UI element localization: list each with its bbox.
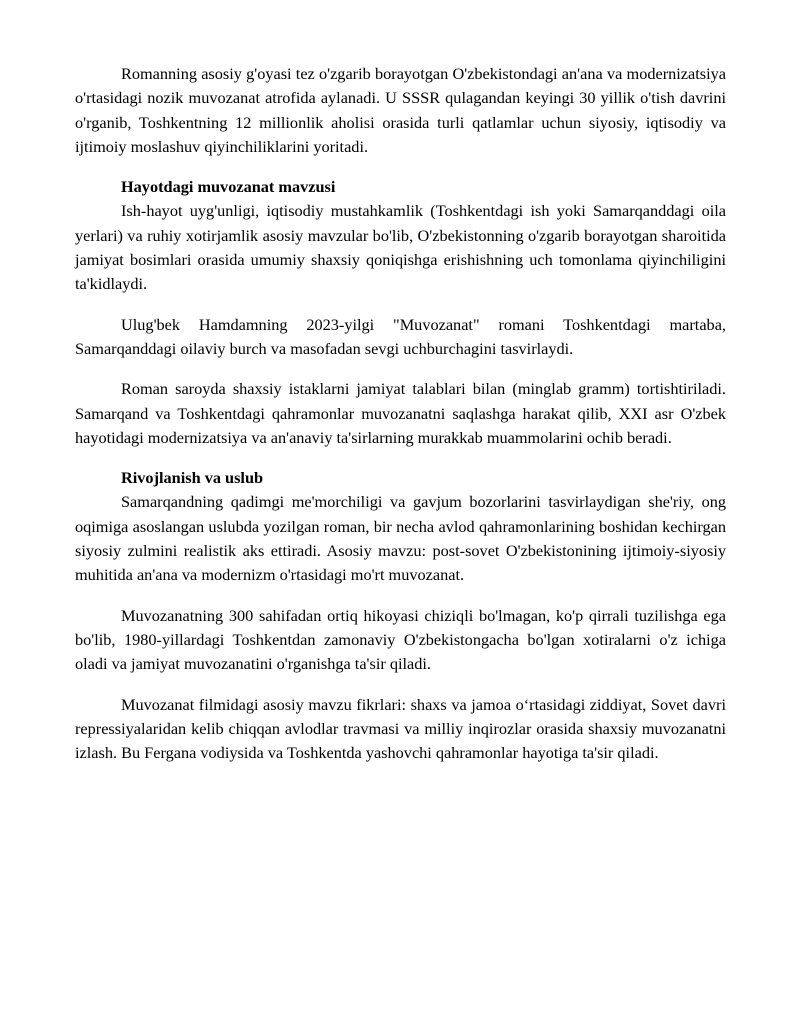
section-heading-development-style: Rivojlanish va uslub <box>121 468 264 488</box>
section-heading-balance-theme: Hayotdagi muvozanat mavzusi <box>121 177 336 197</box>
paragraph-style: Samarqandning qadimgi me'morchiligi va gavjum bozorlarini tasvirlaydigan she'riy, ong oqimiga asoslangan uslubda yozilgan roman, bir necha avlod qahramonlarining boshidan kechirgan siyosiy zulmini realistik aks ettiradi. Asosiy mavzu: post-sovet O'zbekistonining ijtimoiy-siyosiy muhitida an'ana va modernizm o'rtasidagi mo'rt muvozanat. <box>75 492 726 585</box>
paragraph-intro: Romanning asosiy g'oyasi tez o'zgarib borayotgan O'zbekistondagi an'ana va modernizatsiya o'rtasidagi nozik muvozanat atrofida aylanadi. U SSSR qulagandan keyingi 30 yillik o'tish davrini o'rganib, Toshkentning 12 millionlik aholisi orasida turli qatlamlar uchun siyosiy, iqtisodiy va ijtimoiy moslashuv qiyinchiliklarini yoritadi. <box>75 64 726 156</box>
paragraph-balance-themes: Ish-hayot uyg'unligi, iqtisodiy mustahkamlik (Toshkentdagi ish yoki Samarqanddagi oila yerlari) va ruhiy xotirjamlik asosiy mavzular bo'lib, O'zbekistonning o'zgarib borayotgan sharoitida jamiyat bosimlari orasida umumiy shaxsiy qoniqishga erishishning uch tomonlama qiyinchiligini ta'kidlaydi. <box>75 201 726 294</box>
paragraph-novel-summary: Ulug'bek Hamdamning 2023-yilgi "Muvozanat" romani Toshkentdagi martaba, Samarqanddagi oilaviy burch va masofadan sevgi uchburchagini tasvirlaydi. <box>75 314 726 358</box>
paragraph-film-themes: Muvozanat filmidagi asosiy mavzu fikrlari: shaxs va jamoa o‘rtasidagi ziddiyat, Sovet davri repressiyalaridan kelib chiqqan avlodlar travmasi va milliy inqirozlar orasida shaxsiy muvozanatni izlash. Bu Fergana vodiysida va Toshkentda yashovchi qahramonlar hayotiga ta'sir qiladi. <box>75 694 726 763</box>
document-body <box>75 62 726 765</box>
paragraph-characters: Roman saroyda shaxsiy istaklarni jamiyat talablari bilan (minglab gramm) tortishtiriladi. Samarqand va Toshkentdagi qahramonlar muvozanatni saqlashga harakat qilib, XXI asr O'zbek hayotidagi modernizatsiya va an'anaviy ta'sirlarning murakkab muammolarini ochib beradi. <box>75 379 726 447</box>
paragraph-structure: Muvozanatning 300 sahifadan ortiq hikoyasi chiziqli bo'lmagan, ko'p qirrali tuzilishga ega bo'lib, 1980-yillardagi Toshkentdan zamonaviy O'zbekistongacha bo'lgan xotiralarni o'z ichiga oladi va jamiyat muvozanatini o'rganishga ta'sir qiladi. <box>75 605 726 674</box>
